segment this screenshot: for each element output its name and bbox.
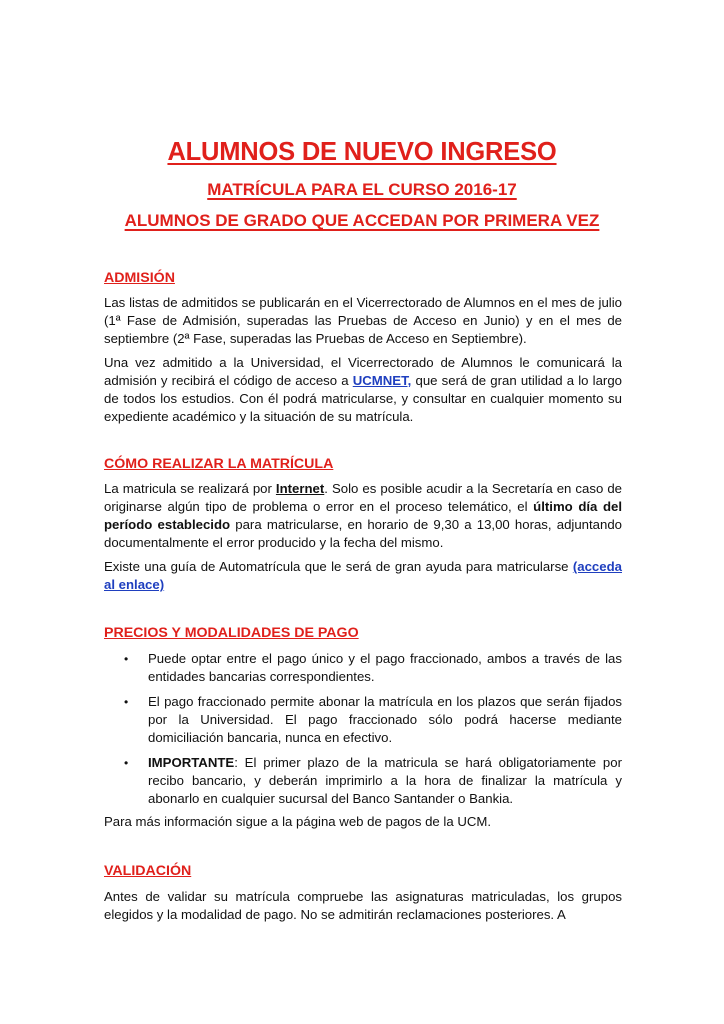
admision-paragraph-1: Las listas de admitidos se publicarán en el Vicerrectorado de Alumnos en el mes de julio (1ª Fase de Admisión, superadas las Pruebas de Acceso en Junio) y en el mes de septiembre (2ª Fase, superadas las Pruebas de Acceso en Septiembre).	[104, 295, 622, 346]
internet-term: Internet	[275, 481, 325, 496]
bullet-text-1: Puede optar entre el pago único y el pago fraccionado, ambos a través de las entidades bancarias correspondientes.	[148, 651, 622, 684]
bullet-icon: •	[124, 652, 129, 666]
importante-label: IMPORTANTE	[148, 755, 235, 770]
bullet-text-2: El pago fraccionado permite abonar la matrícula en los plazos que serán fijados por la Universidad. El pago fraccionado sólo podrá hacerse mediante domiciliación bancaria, nunca en efectivo.	[148, 694, 622, 745]
list-item	[104, 693, 622, 747]
como-p1-text-b: . Solo es posible acudir a la Secretaría en caso de originarse algún tipo de problema o error en el proceso telemático, el	[104, 481, 622, 514]
list-item	[104, 650, 622, 686]
como-p1-text-c: para matricularse, en horario de 9,30 a 13,00 horas, adjuntando documentalmente el error producido y la fecha del mismo.	[104, 517, 623, 550]
ucmnet-link[interactable]: UCMNET,	[352, 373, 412, 388]
como-p2-text: Existe una guía de Automatrícula que le será de gran ayuda para matricularse	[104, 559, 573, 574]
list-item	[104, 754, 622, 808]
heading-como-realizar: CÓMO REALIZAR LA MATRÍCULA	[104, 456, 334, 472]
como-paragraph-1	[104, 480, 622, 552]
subtitle-students: ALUMNOS DE GRADO QUE ACCEDAN POR PRIMERA VEZ	[124, 211, 600, 230]
ultimo-dia-emphasis: último día del período establecido	[104, 499, 623, 532]
como-paragraph-2	[104, 558, 622, 594]
automatricula-guide-link[interactable]: (acceda al enlace)	[104, 559, 622, 592]
payment-bullet-list	[104, 650, 622, 815]
bullet-icon: •	[124, 695, 129, 709]
subtitle-course: MATRÍCULA PARA EL CURSO 2016-17	[207, 180, 517, 199]
heading-precios: PRECIOS Y MODALIDADES DE PAGO	[104, 625, 359, 641]
heading-validacion: VALIDACIÓN	[104, 863, 192, 879]
validacion-paragraph: Antes de validar su matrícula compruebe las asignaturas matriculadas, los grupos elegidos y la modalidad de pago. No se admitirán reclamaciones posteriores. A	[104, 889, 622, 922]
main-title: ALUMNOS DE NUEVO INGRESO	[167, 138, 557, 166]
admision-p2-text-a: Una vez admitido a la Universidad, el Vicerrectorado de Alumnos le comunicará la admisión y recibirá el código de acceso a	[104, 355, 622, 388]
admision-p2-text-b: que será de gran utilidad a lo largo de todos los estudios. Con él podrá matricularse, y consultar en cualquier momento su expediente académico y la situación de su matrícula.	[104, 373, 622, 424]
como-p1-text-a: La matricula se realizará por	[104, 481, 276, 496]
admision-paragraph-2	[104, 354, 622, 426]
heading-admision: ADMISIÓN	[104, 270, 175, 286]
bullet-text-3: : El primer plazo de la matricula se hará obligatoriamente por recibo bancario, y deberán imprimirlo a la hora de finalizar la matrícula y abonarlo en cualquier sucursal del Banco Santander o Bankia.	[148, 755, 622, 806]
precios-footer-paragraph: Para más información sigue a la página web de pagos de la UCM.	[104, 814, 492, 829]
bullet-icon: •	[124, 756, 129, 770]
